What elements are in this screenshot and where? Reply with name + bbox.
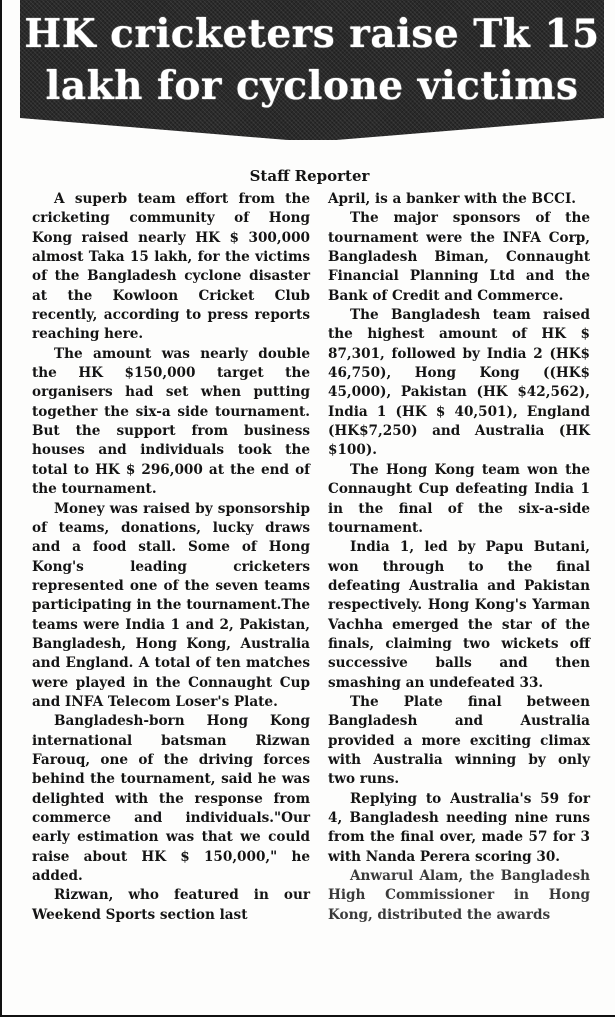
article-column-right [328,190,590,925]
paragraph: April, is a banker with the BCCI. [328,191,577,207]
headline [20,8,604,112]
paragraph: The amount was nearly double the HK $150,000 target the organisers had set when putting together the six-a side tournament. But the support from business houses and individuals took the total to HK $ 296,000 at the end of the tournament. [32,345,310,498]
headline-line-2: lakh for cyclone victims [45,63,579,109]
paragraph: The Hong Kong team won the Connaught Cup defeating India 1 in the final of the six-a-side tournament. [328,461,590,536]
paragraph: Bangladesh-born Hong Kong international batsman Rizwan Farouq, one of the driving forces behind the tournament, said he was delighted with the response from commerce and individuals."Our early estimation was that we could raise about HK $ 150,000," he added. [32,713,310,885]
byline: Staff Reporter [249,167,370,185]
article-column-left [32,190,310,925]
paragraph: India 1, led by Papu Butani, won through to the final defeating Australia and Pakistan respectively. Hong Kong's Yarman Vachha emerged the star of the finals, claiming two wickets off successive balls and then smashing an undefeated 33. [328,539,590,691]
paragraph: Rizwan, who featured in our Weekend Sports section last [32,887,310,923]
paragraph: Money was raised by sponsorship of teams, donations, lucky draws and a food stall. Some of Hong Kong's leading cricketers represented one of the seven teams participating in the tournament.The teams were India 1 and 2, Pakistan, Bangladesh, Hong Kong, Australia and England. A total of ten matches were played in the Connaught Cup and INFA Telecom Loser's Plate. [32,500,310,710]
paragraph: Anwarul Alam, the Bangladesh High Commissioner in Hong Kong, distributed the awards [328,868,590,923]
headline-line-1: HK cricketers raise Tk 15 [24,11,600,57]
paragraph: The major sponsors of the tournament were the INFA Corp, Bangladesh Biman, Connaught Financial Planning Ltd and the Bank of Credit and Commerce. [328,210,590,304]
paragraph: The Bangladesh team raised the highest amount of HK $ 87,301, followed by India 2 (HK$ 46,750), Hong Kong ((HK$ 45,000), Pakistan (HK $42,562), India 1 (HK $ 40,501), England (HK$7,250) and Australia (HK $100). [328,307,590,459]
paragraph: The Plate final between Bangladesh and Australia provided a more exciting climax with Australia winning by only two runs. [328,693,590,788]
paragraph: Replying to Australia's 59 for 4, Bangladesh needing nine runs from the final over, made 57 for 3 with Nanda Perera scoring 30. [328,790,590,865]
paragraph: A superb team effort from the cricketing community of Hong Kong raised nearly HK $ 300,000 almost Taka 15 lakh, for the victims of the Bangladesh cyclone disaster at the Kowloon Cricket Club recently, according to press reports reaching here. [32,191,310,343]
